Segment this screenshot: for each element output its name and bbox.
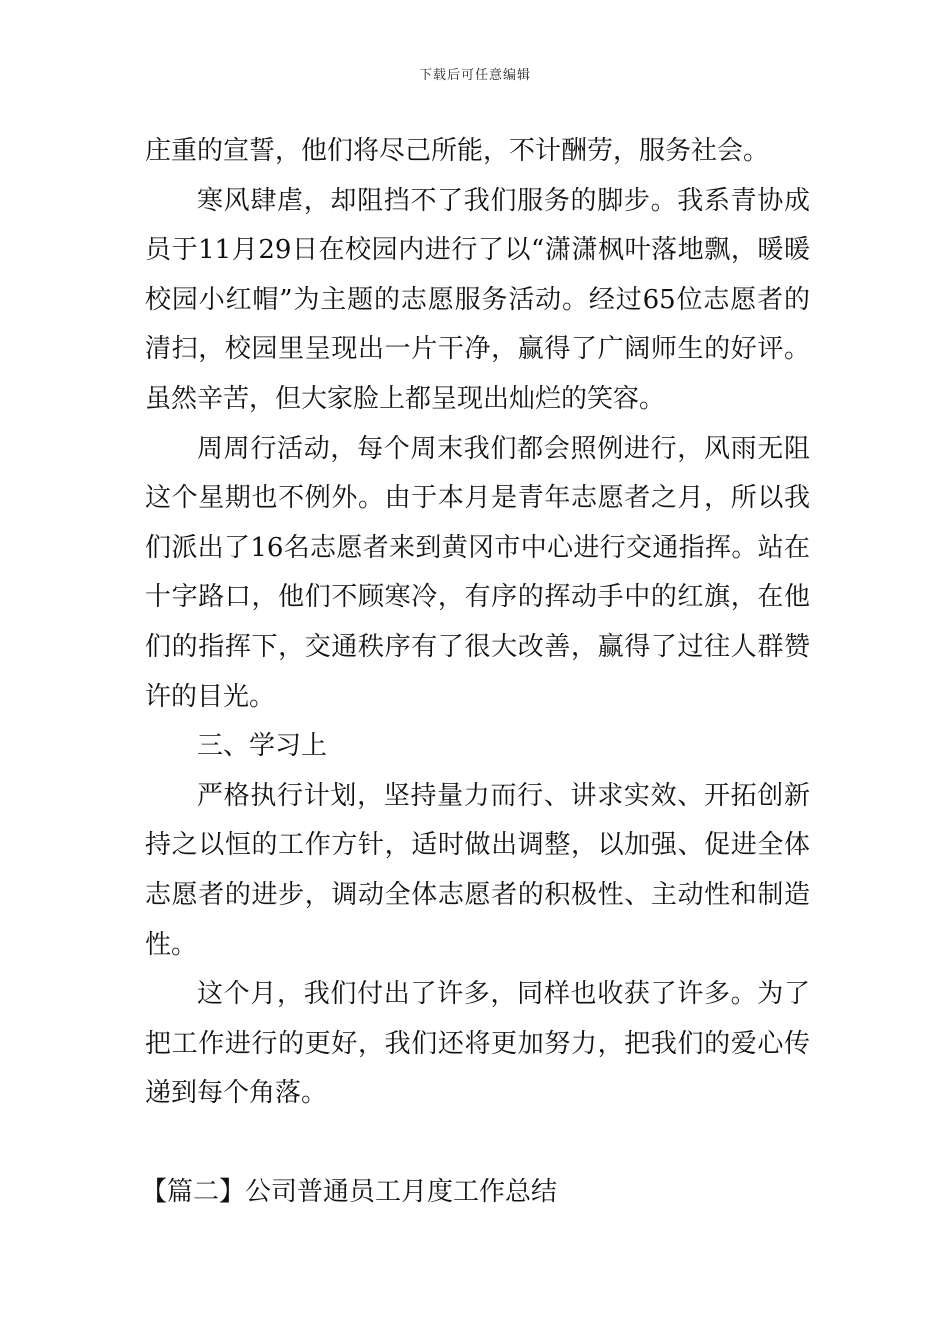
paragraph-summary: 这个月，我们付出了许多，同样也收获了许多。为了把工作进行的更好，我们还将更加努力，把我们的爱心传递到每个角落。 xyxy=(145,979,810,1109)
chapter-title-part-two: 【篇二】公司普通员工月度工作总结 xyxy=(141,1177,558,1208)
paragraph-oath-continuation: 庄重的宣誓，他们将尽己所能，不计酬劳，服务社会。 xyxy=(145,136,770,166)
paragraph-study-plan: 严格执行计划，坚持量力而行、讲求实效、开拓创新持之以恒的工作方针，适时做出调整，以加强、促进全体志愿者的进步，调动全体志愿者的积极性、主动性和制造性。 xyxy=(145,780,810,960)
paragraph-campus-cleanup: 寒风肆虐，却阻挡不了我们服务的脚步。我系青协成员于11月29日在校园内进行了以“潇潇枫叶落地飘，暖暖校园小红帽”为主题的志愿服务活动。经过65位志愿者的清扫，校园里呈现出一片干净，赢得了广阔师生的好评。虽然辛苦，但大家脸上都呈现出灿烂的笑容。 xyxy=(145,185,810,414)
paragraph-gap xyxy=(145,1119,810,1169)
paragraph-traffic-volunteers: 周周行活动，每个周末我们都会照例进行，风雨无阻这个星期也不例外。由于本月是青年志愿者之月，所以我们派出了16名志愿者来到黄冈市中心进行交通指挥。站在十字路口，他们不顾寒冷，有序的挥动手中的红旗，在他们的指挥下，交通秩序有了很大改善，赢得了过往人群赞许的目光。 xyxy=(145,433,810,712)
page-header-note: 下载后可任意编辑 xyxy=(418,68,531,83)
document-body xyxy=(141,127,810,1218)
section-title-study: 三、学习上 xyxy=(197,731,328,762)
